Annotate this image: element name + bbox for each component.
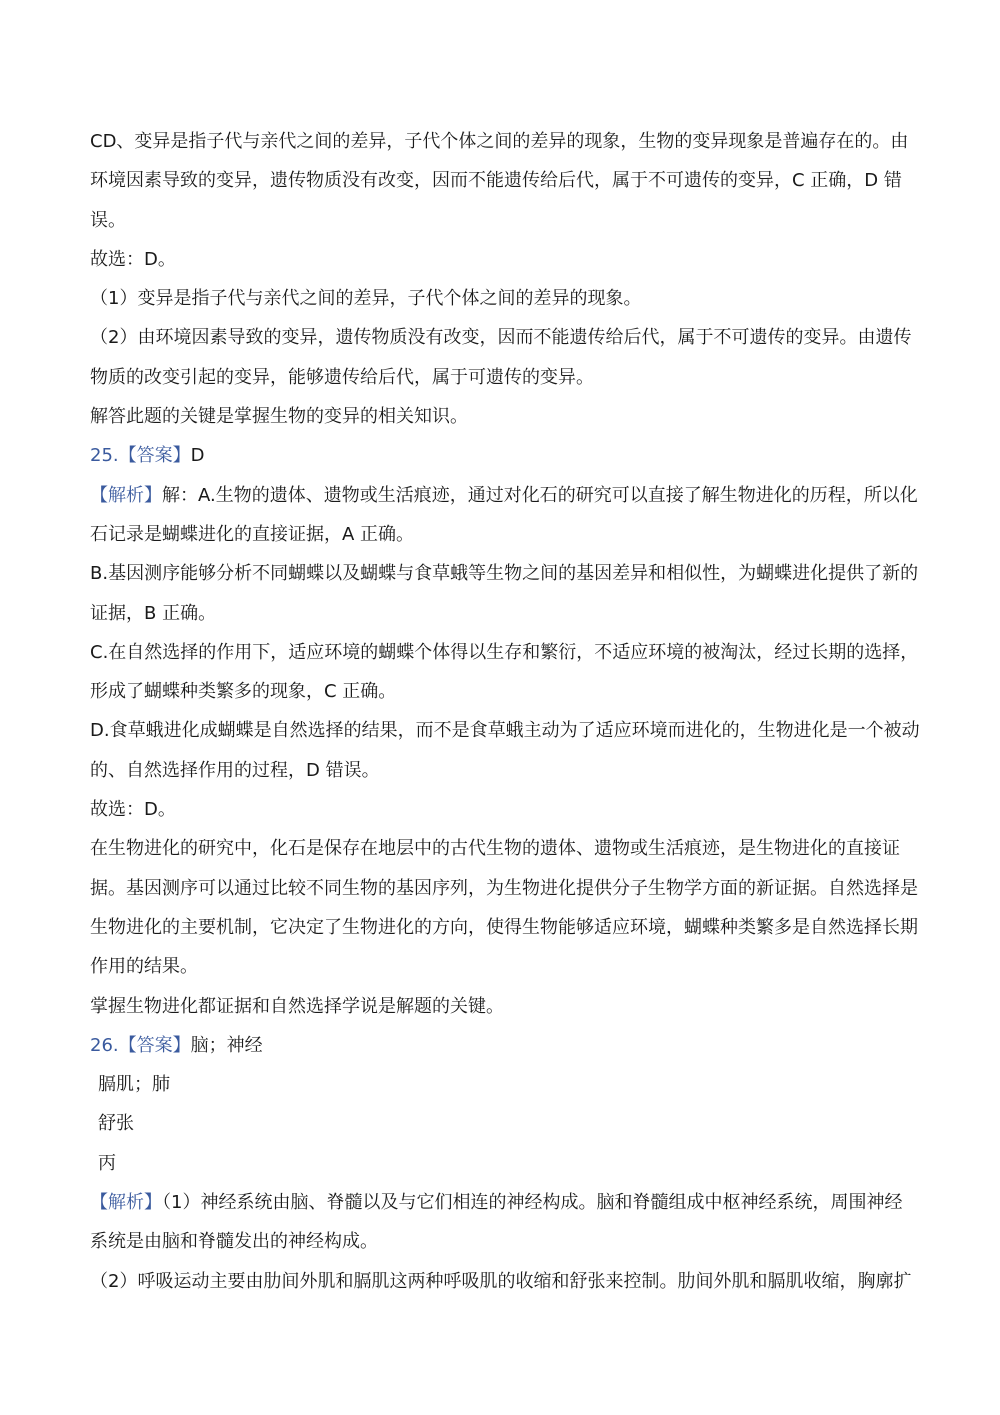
q26-answer-4: 丙 [98,1152,116,1174]
q26-answer-2: 膈肌；肺 [98,1074,170,1096]
q26-analysis-label: 【解析】 [90,1192,162,1214]
q26-answer-1: 脑；神经 [190,1034,263,1056]
q25-number: 25. [90,445,119,467]
q26-p1-line-2: 系统是由脑和脊髓发出的神经构成。 [90,1231,378,1253]
q25-analysis-label: 【解析】 [90,484,162,506]
q25-answer-line [90,436,910,475]
q26-answer-label: 【答案】 [118,1034,191,1056]
q25-answer-label: 【答案】 [118,445,191,467]
q25-summary-line-1: 在生物进化的研究中，化石是保存在地层中的古代生物的遗体、遗物或生活痕迹，是生物进化的直接证 [90,838,900,860]
q25-analysis-line-1 [90,476,918,515]
q26-answer-line [90,1026,910,1065]
q24-cd-line-2: 环境因素导致的变异，遗传物质没有改变，因而不能遗传给后代，属于不可遗传的变异，C 正确，D 错 [90,170,902,192]
q25-c-line-1: C.在自然选择的作用下，适应环境的蝴蝶个体得以生存和繁衍，不适应环境的被淘汰，经过长期的选择， [90,641,919,663]
q25-summary-line-2: 据。基因测序可以通过比较不同生物的基因序列，为生物进化提供分子生物学方面的新证据。自然选择是 [90,877,918,899]
q24-point-2-line-1: （2）由环境因素导致的变异，遗传物质没有改变，因而不能遗传给后代，属于不可遗传的变异。由遗传 [90,327,912,349]
q24-cd-line-3: 误。 [90,209,126,231]
answer-document [90,122,920,1301]
q24-choice: 故选：D。 [90,248,176,270]
q25-a-line-1: 解：A.生物的遗体、遗物或生活痕迹，通过对化石的研究可以直接了解生物进化的历程，所以化 [162,484,918,506]
q26-analysis-line-1 [90,1183,910,1222]
q25-answer: D [190,445,205,467]
q25-d-line-1: D.食草蛾进化成蝴蝶是自然选择的结果，而不是食草蛾主动为了适应环境而进化的，生物进化是一个被动 [90,720,920,742]
q26-number: 26. [90,1034,119,1056]
q25-b-line-2: 证据，B 正确。 [90,602,217,624]
q25-summary-line-3: 生物进化的主要机制，它决定了生物进化的方向，使得生物能够适应环境，蝴蝶种类繁多是自然选择长期 [90,916,918,938]
q24-cd-line-1: CD、变异是指子代与亲代之间的差异，子代个体之间的差异的现象，生物的变异现象是普遍存在的。由 [90,131,909,152]
q26-p1-line-1: （1）神经系统由脑、脊髓以及与它们相连的神经构成。脑和脊髓组成中枢神经系统，周围神经 [162,1192,903,1214]
q24-key: 解答此题的关键是掌握生物的变异的相关知识。 [90,406,468,428]
q25-c-line-2: 形成了蝴蝶种类繁多的现象，C 正确。 [90,681,397,703]
q26-p2-line-1: （2）呼吸运动主要由肋间外肌和膈肌这两种呼吸肌的收缩和舒张来控制。肋间外肌和膈肌收缩，胸廓扩 [90,1270,912,1292]
q25-a-line-2: 石记录是蝴蝶进化的直接证据，A 正确。 [90,523,415,545]
q24-point-2-line-2: 物质的改变引起的变异，能够遗传给后代，属于可遗传的变异。 [90,366,594,388]
q25-key: 掌握生物进化都证据和自然选择学说是解题的关键。 [90,995,504,1017]
q25-d-line-2: 的、自然选择作用的过程，D 错误。 [90,759,380,781]
q25-summary-line-4: 作用的结果。 [90,956,198,978]
q25-b-line-1: B.基因测序能够分析不同蝴蝶以及蝴蝶与食草蛾等生物之间的基因差异和相似性，为蝴蝶进化提供了新的 [90,563,919,585]
q26-answer-3: 舒张 [98,1113,134,1135]
q24-point-1: （1）变异是指子代与亲代之间的差异，子代个体之间的差异的现象。 [90,288,642,310]
q25-choice: 故选：D。 [90,799,176,821]
